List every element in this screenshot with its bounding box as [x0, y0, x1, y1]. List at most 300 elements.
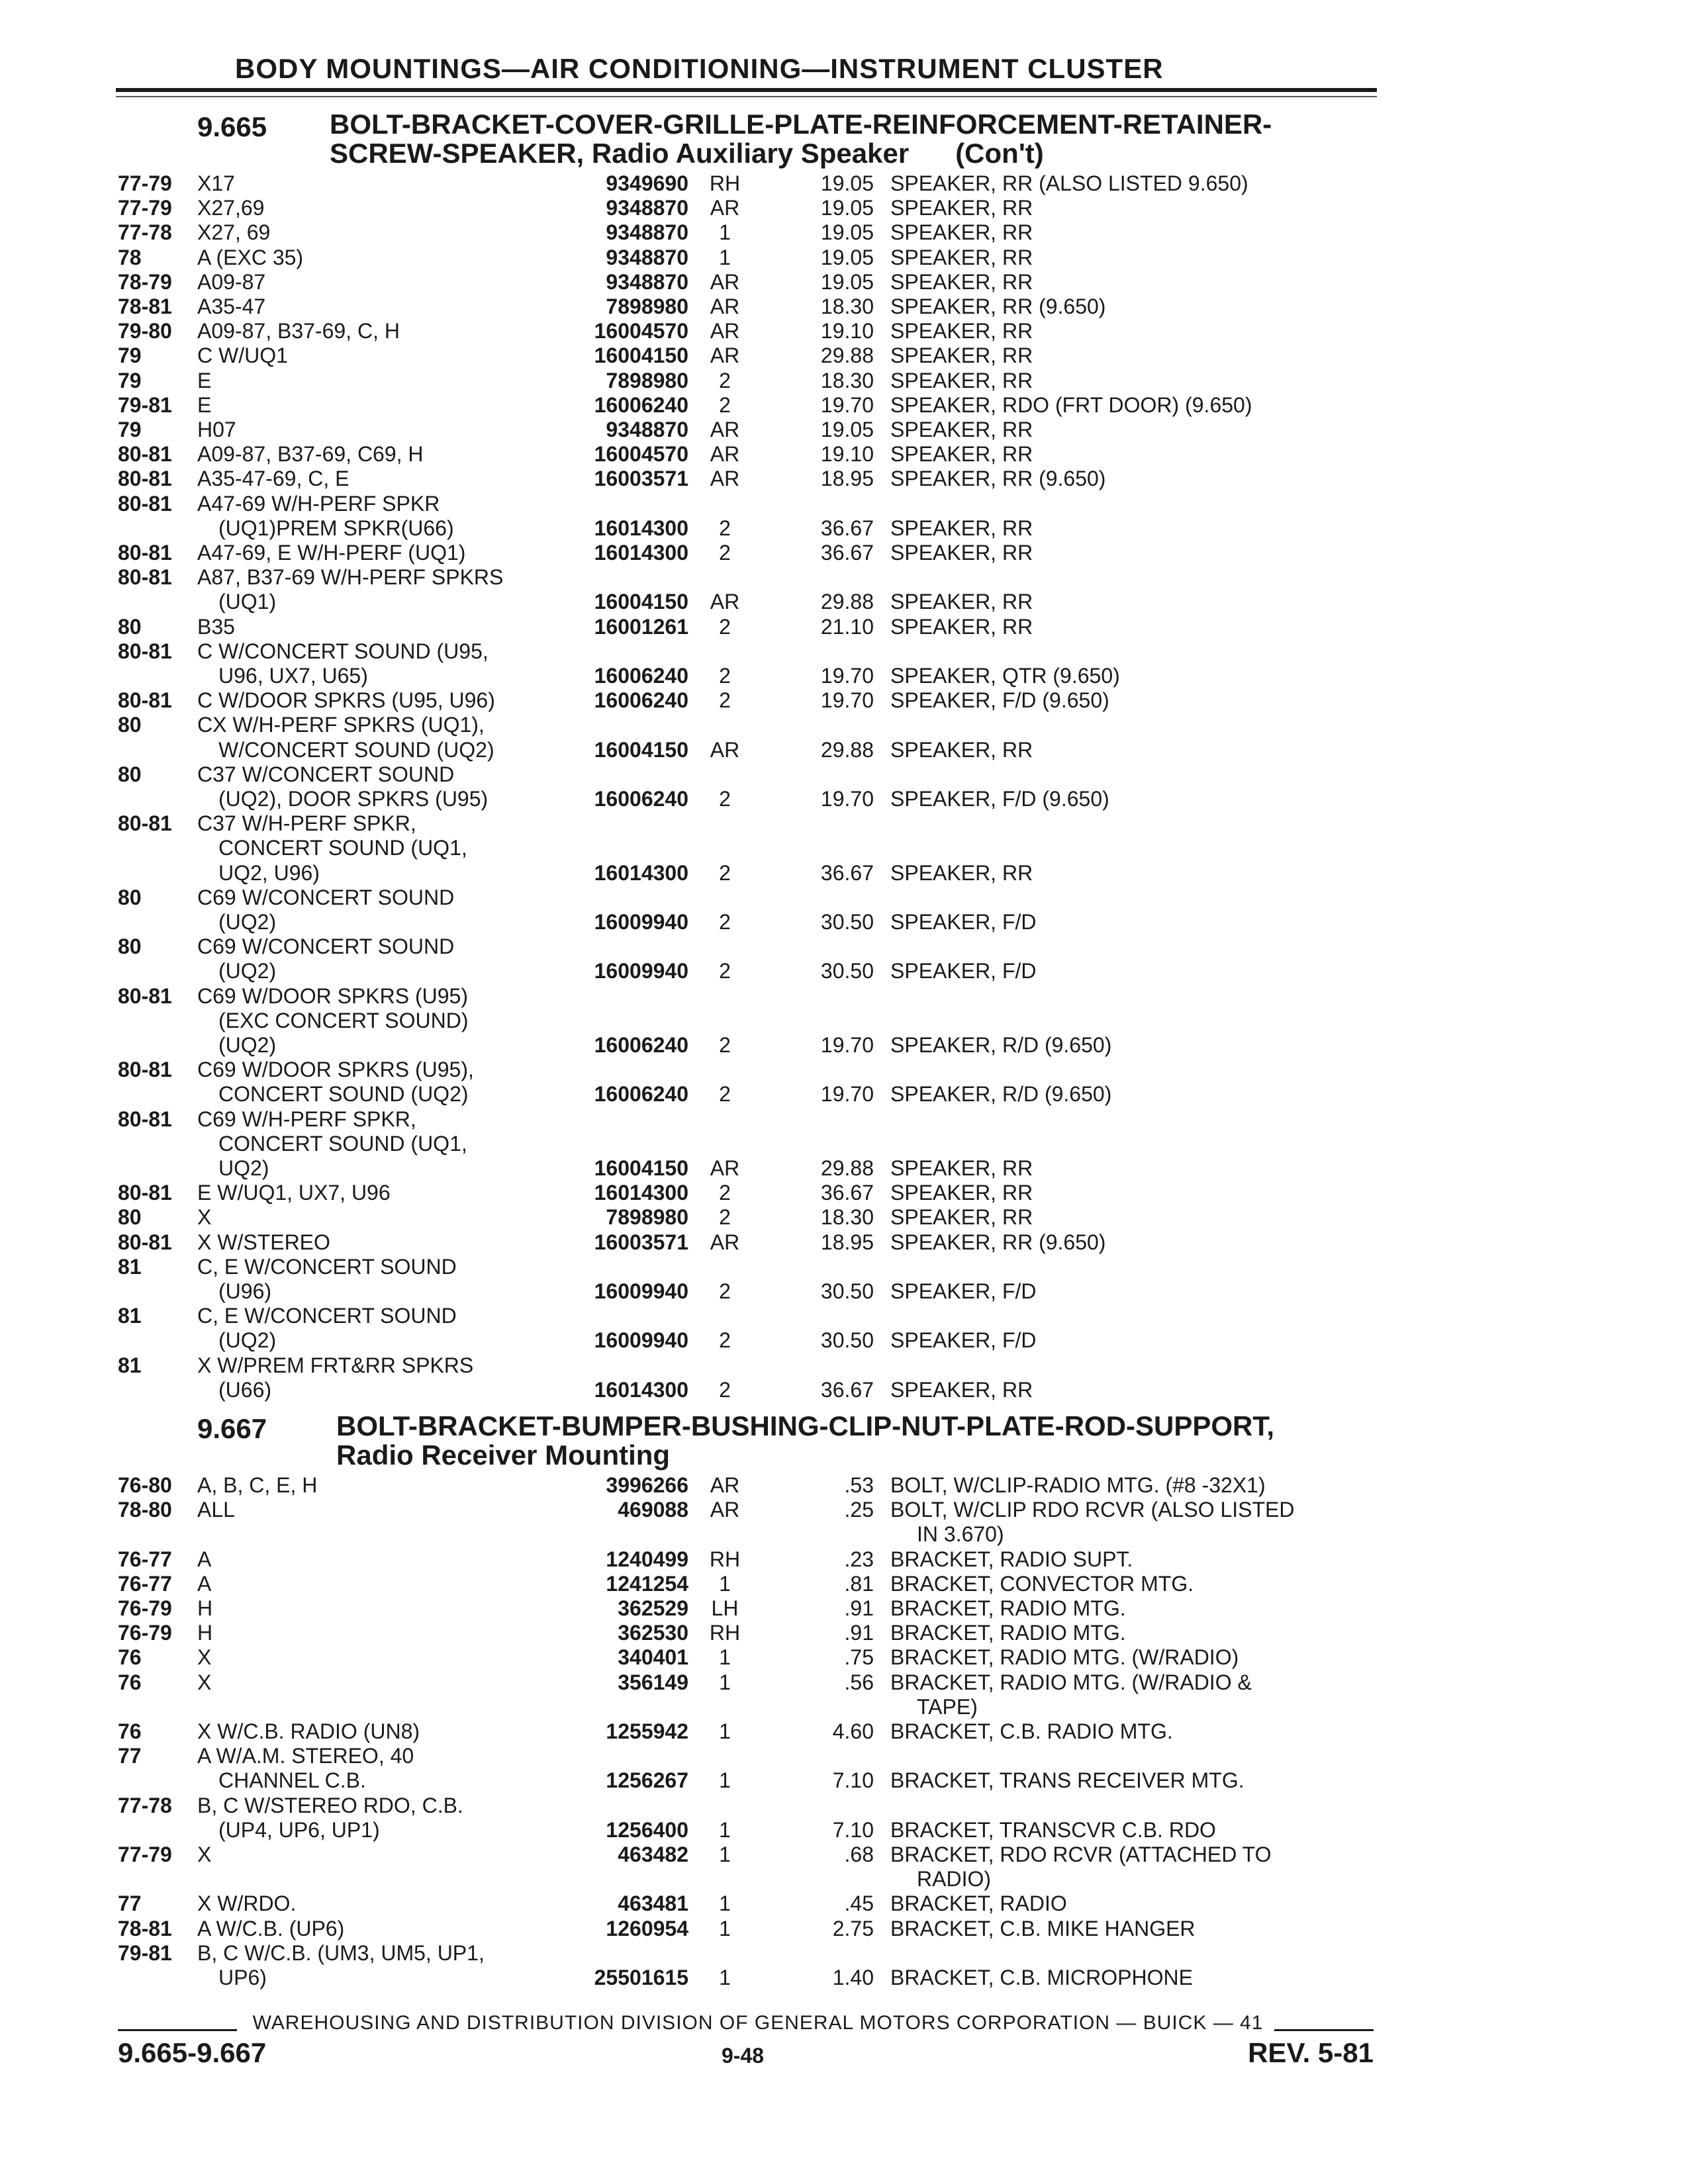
table-row: [0, 1131, 1688, 1156]
table-row: [0, 171, 1688, 196]
row-part-number: 356149: [618, 1670, 688, 1694]
row-price: 19.70: [820, 787, 874, 811]
row-year: 78: [118, 245, 142, 269]
row-part-number: 9349690: [606, 171, 688, 195]
row-price: 19.70: [820, 1082, 874, 1107]
row-model: X: [197, 1205, 212, 1230]
row-part-number: 7898980: [606, 1205, 688, 1230]
row-part-number: 16014300: [594, 516, 688, 540]
row-part-number: 3996266: [606, 1473, 688, 1497]
row-price: 2.75: [832, 1916, 874, 1940]
table-row: [0, 1303, 1688, 1328]
table-row: [0, 762, 1688, 787]
row-part-number: 1241254: [606, 1571, 688, 1596]
row-description: BRACKET, TRANSCVR C.B. RDO: [890, 1817, 1216, 1842]
row-year: 80-81: [118, 1181, 172, 1205]
table-row: [0, 1965, 1688, 1990]
row-model: H: [197, 1621, 213, 1645]
row-model: (UQ1)PREM SPKR(U66): [218, 516, 454, 540]
row-part-number: 362529: [618, 1596, 688, 1620]
row-description: BOLT, W/CLIP-RADIO MTG. (#8 -32X1): [890, 1473, 1266, 1497]
row-quantity: AR: [710, 295, 740, 318]
row-quantity: 1: [719, 1719, 731, 1743]
table-row: [0, 269, 1688, 295]
row-quantity: 2: [719, 1205, 731, 1230]
row-year: 76: [118, 1719, 142, 1743]
row-model: (U66): [218, 1377, 272, 1402]
table-row: [0, 220, 1688, 245]
row-model: H: [197, 1596, 213, 1620]
row-year: 77-79: [118, 196, 172, 220]
row-year: 77: [118, 1744, 142, 1768]
row-part-number: 25501615: [594, 1966, 688, 1989]
row-year: 79-81: [118, 1940, 172, 1965]
row-quantity: RH: [709, 171, 741, 195]
section-title-9-667: [336, 1412, 1382, 1470]
row-part-number: 16004570: [594, 319, 688, 343]
row-price: .53: [844, 1473, 874, 1497]
row-quantity: 2: [719, 1033, 731, 1057]
row-part-number: 16001261: [594, 614, 688, 639]
row-year: 80-81: [118, 467, 172, 491]
row-year: 76-77: [118, 1547, 172, 1571]
row-part-number: 7898980: [606, 295, 688, 318]
row-part-number: 16009940: [594, 910, 688, 934]
row-description: SPEAKER, RR: [890, 860, 1033, 885]
table-row: [0, 1497, 1688, 1522]
table-row: [0, 1205, 1688, 1230]
row-model: UQ2, U96): [218, 860, 320, 885]
table-row: [0, 1107, 1688, 1132]
section-number-9-667: 9.667: [197, 1413, 267, 1444]
row-price: 4.60: [832, 1719, 874, 1743]
row-price: 30.50: [820, 959, 874, 983]
row-quantity: AR: [710, 467, 740, 491]
row-description: SPEAKER, R/D (9.650): [890, 1082, 1112, 1107]
row-model: B35: [197, 614, 235, 639]
row-price: 30.50: [820, 1328, 874, 1353]
row-model: A35-47: [197, 295, 266, 318]
row-price: 18.30: [820, 1205, 874, 1230]
table-row: [0, 195, 1688, 220]
row-year: 77-78: [118, 220, 172, 245]
row-part-number: 1260954: [606, 1916, 688, 1940]
row-part-number: 16014300: [594, 1181, 688, 1205]
row-year: 80: [118, 885, 142, 909]
row-model: X27,69: [197, 196, 265, 220]
table-row: [0, 318, 1688, 343]
row-description: SPEAKER, RR: [890, 516, 1033, 540]
row-model: X W/STEREO: [197, 1230, 330, 1254]
row-description: SPEAKER, F/D: [890, 910, 1037, 934]
row-description: BRACKET, TRANS RECEIVER MTG.: [890, 1768, 1244, 1793]
row-model: X27, 69: [197, 220, 271, 245]
table-row: [0, 1353, 1688, 1378]
table-row: [0, 1645, 1688, 1670]
row-year: 80: [118, 762, 142, 786]
table-row: [0, 1916, 1688, 1941]
row-part-number: 1256400: [606, 1817, 688, 1842]
row-price: 7.10: [832, 1768, 874, 1793]
row-description: SPEAKER, RR: [890, 541, 1033, 565]
row-year: 80-81: [118, 1058, 172, 1082]
row-description: SPEAKER, RR: [890, 418, 1033, 441]
row-model: C W/DOOR SPKRS (U95, U96): [197, 688, 495, 713]
table-row: [0, 1547, 1688, 1572]
table-row: [0, 1377, 1688, 1402]
table-row: [0, 343, 1688, 368]
row-model: ALL: [197, 1498, 235, 1522]
row-year: 78-81: [118, 1916, 172, 1940]
row-model: UP6): [218, 1966, 267, 1989]
row-model: (EXC CONCERT SOUND): [218, 1008, 469, 1032]
table-row: [0, 368, 1688, 393]
row-price: .81: [844, 1571, 874, 1596]
header-rule: [116, 88, 1377, 92]
row-description: SPEAKER, F/D (9.650): [890, 787, 1109, 811]
row-description: SPEAKER, F/D: [890, 1279, 1037, 1303]
row-price: 30.50: [820, 910, 874, 934]
row-year: 76: [118, 1645, 142, 1670]
row-description: SPEAKER, F/D: [890, 1328, 1037, 1353]
row-model: B, C W/STEREO RDO, C.B.: [197, 1793, 463, 1817]
row-part-number: 16003571: [594, 1230, 688, 1254]
row-description: BRACKET, CONVECTOR MTG.: [890, 1571, 1194, 1596]
row-description: BRACKET, C.B. MICROPHONE: [890, 1966, 1193, 1989]
row-price: 7.10: [832, 1817, 874, 1842]
table-row: [0, 1571, 1688, 1596]
row-price: 19.70: [820, 688, 874, 713]
row-year: 80-81: [118, 983, 172, 1008]
row-year: 81: [118, 1304, 142, 1328]
row-part-number: 16014300: [594, 860, 688, 885]
row-model: C, E W/CONCERT SOUND: [197, 1254, 457, 1279]
row-part-number: 7898980: [606, 368, 688, 392]
table-row: [0, 712, 1688, 737]
row-description: BOLT, W/CLIP RDO RCVR (ALSO LISTED: [890, 1498, 1295, 1522]
table-row: [0, 1596, 1688, 1621]
row-model: E: [197, 368, 212, 392]
table-row: [0, 516, 1688, 541]
row-quantity: AR: [710, 1156, 740, 1180]
row-part-number: 16009940: [594, 1328, 688, 1353]
row-model: C69 W/H-PERF SPKR,: [197, 1107, 416, 1131]
row-part-number: 9348870: [606, 418, 688, 441]
row-part-number: 9348870: [606, 196, 688, 220]
row-model: B, C W/C.B. (UM3, UM5, UP1,: [197, 1940, 485, 1965]
row-description: BRACKET, RADIO SUPT.: [890, 1547, 1133, 1571]
row-part-number: 16009940: [594, 1279, 688, 1303]
row-model: X: [197, 1843, 212, 1866]
row-quantity: AR: [710, 1473, 740, 1497]
row-price: 19.05: [820, 245, 874, 269]
row-quantity: 2: [719, 1082, 731, 1107]
row-model: C69 W/CONCERT SOUND: [197, 934, 455, 959]
row-description: SPEAKER, R/D (9.650): [890, 1033, 1112, 1057]
table-row: [0, 1866, 1688, 1891]
row-year: 80-81: [118, 442, 172, 467]
row-quantity: AR: [710, 418, 740, 441]
table-row: [0, 1842, 1688, 1867]
row-description: SPEAKER, RR: [890, 343, 1033, 368]
table-row: [0, 1817, 1688, 1843]
row-model: X W/C.B. RADIO (UN8): [197, 1719, 420, 1743]
row-part-number: 469088: [618, 1498, 688, 1522]
row-model: A, B, C, E, H: [197, 1473, 318, 1497]
row-part-number: 16006240: [594, 787, 688, 811]
footer-section-range: 9.665-9.667: [118, 2037, 267, 2068]
table-row: [0, 639, 1688, 664]
row-model: (UQ2): [218, 959, 277, 983]
row-quantity: 2: [719, 959, 731, 983]
row-model: CONCERT SOUND (UQ2): [218, 1082, 469, 1107]
header-rule-thin: [116, 96, 1377, 97]
row-model: (UP4, UP6, UP1): [218, 1817, 380, 1842]
row-quantity: AR: [710, 269, 740, 294]
table-row: [0, 491, 1688, 516]
section-title-line1: BOLT-BRACKET-BUMPER-BUSHING-CLIP-NUT-PLATE-ROD-SUPPORT,: [336, 1410, 1275, 1441]
table-row: [0, 786, 1688, 811]
row-quantity: 2: [719, 516, 731, 540]
row-model: A09-87, B37-69, C69, H: [197, 442, 424, 467]
footer-publisher-line: WAREHOUSING AND DISTRIBUTION DIVISION OF GENERAL MOTORS CORPORATION — BUICK — 41: [252, 2012, 1264, 2034]
row-quantity: 2: [719, 664, 731, 688]
table-row: [0, 1940, 1688, 1966]
row-part-number: 16014300: [594, 541, 688, 565]
row-part-number: 362530: [618, 1621, 688, 1645]
row-quantity: 1: [719, 1817, 731, 1842]
table-row: [0, 1081, 1688, 1107]
row-quantity: 1: [719, 220, 731, 245]
row-part-number: 16014300: [594, 1377, 688, 1402]
row-description: SPEAKER, RR: [890, 220, 1033, 245]
table-row: [0, 565, 1688, 590]
table-row: [0, 1793, 1688, 1818]
row-model: E W/UQ1, UX7, U96: [197, 1181, 391, 1205]
row-year: 78-80: [118, 1498, 172, 1522]
row-description: SPEAKER, RR: [890, 319, 1033, 343]
row-price: .75: [844, 1645, 874, 1670]
row-quantity: 1: [719, 1891, 731, 1916]
row-quantity: 1: [719, 1843, 731, 1866]
row-model: UQ2): [218, 1156, 269, 1180]
table-row: [0, 958, 1688, 983]
table-row: [0, 1694, 1688, 1719]
row-price: 1.40: [832, 1966, 874, 1989]
table-row: [0, 417, 1688, 442]
row-model: U96, UX7, U65): [218, 664, 368, 688]
footer-rule-left: [118, 2029, 237, 2031]
row-price: 18.95: [820, 1230, 874, 1254]
row-model: C69 W/DOOR SPKRS (U95),: [197, 1058, 474, 1082]
row-part-number: 16006240: [594, 1033, 688, 1057]
row-part-number: 16006240: [594, 392, 688, 417]
section-title-line2: [330, 139, 1376, 168]
row-quantity: RH: [709, 1621, 741, 1645]
row-price: 18.30: [820, 368, 874, 392]
row-description: RADIO): [917, 1867, 991, 1891]
row-quantity: AR: [710, 196, 740, 220]
section-title-9-665: [330, 110, 1376, 168]
row-year: 76-77: [118, 1571, 172, 1596]
row-year: 80-81: [118, 688, 172, 713]
table-row: [0, 1057, 1688, 1082]
row-year: 79: [118, 368, 142, 392]
row-price: 19.05: [820, 269, 874, 294]
row-year: 79-81: [118, 392, 172, 417]
row-description: SPEAKER, RR: [890, 1377, 1033, 1402]
table-row: [0, 1230, 1688, 1255]
footer-page-number: 9-48: [722, 2044, 765, 2068]
row-model: X W/PREM FRT&RR SPKRS: [197, 1353, 474, 1377]
row-quantity: 2: [719, 860, 731, 885]
row-quantity: 2: [719, 1328, 731, 1353]
table-row: [0, 1180, 1688, 1205]
row-model: (UQ2), DOOR SPKRS (U95): [218, 787, 489, 811]
row-year: 80-81: [118, 811, 172, 836]
table-row: [0, 466, 1688, 491]
row-model: CONCERT SOUND (UQ1,: [218, 1131, 467, 1156]
row-model: C69 W/CONCERT SOUND: [197, 885, 455, 909]
row-quantity: 2: [719, 1377, 731, 1402]
row-part-number: 1255942: [606, 1719, 688, 1743]
row-quantity: 1: [719, 1966, 731, 1989]
row-price: 21.10: [820, 614, 874, 639]
table-row: [0, 1254, 1688, 1279]
row-quantity: RH: [709, 1547, 741, 1571]
row-model: A47-69 W/H-PERF SPKR: [197, 491, 440, 516]
table-row: [0, 1522, 1688, 1547]
row-price: .91: [844, 1621, 874, 1645]
row-quantity: AR: [710, 343, 740, 368]
row-part-number: 16006240: [594, 688, 688, 713]
row-part-number: 16009940: [594, 959, 688, 983]
table-row: [0, 1279, 1688, 1304]
row-year: 80-81: [118, 491, 172, 516]
row-price: 18.95: [820, 467, 874, 491]
table-row: [0, 1719, 1688, 1744]
row-part-number: 16004150: [594, 1156, 688, 1180]
row-model: A: [197, 1547, 212, 1571]
row-part-number: 16004150: [594, 737, 688, 762]
row-model: CX W/H-PERF SPKRS (UQ1),: [197, 713, 485, 737]
row-price: .68: [844, 1843, 874, 1866]
table-row: [0, 540, 1688, 565]
row-part-number: 16004150: [594, 590, 688, 614]
row-quantity: 2: [719, 910, 731, 934]
row-quantity: AR: [710, 590, 740, 614]
row-quantity: 2: [719, 688, 731, 713]
row-description: BRACKET, RADIO MTG. (W/RADIO &: [890, 1670, 1252, 1694]
row-price: 19.05: [820, 196, 874, 220]
row-model: C69 W/DOOR SPKRS (U95): [197, 983, 468, 1008]
row-description: SPEAKER, RR: [890, 269, 1033, 294]
row-quantity: 1: [719, 1571, 731, 1596]
section-title-part-a: SCREW-SPEAKER,: [330, 138, 592, 169]
row-price: 19.10: [820, 442, 874, 467]
row-model: X17: [197, 171, 235, 195]
row-quantity: AR: [710, 442, 740, 467]
row-description: SPEAKER, F/D: [890, 959, 1037, 983]
row-year: 76-79: [118, 1596, 172, 1620]
row-part-number: 9348870: [606, 269, 688, 294]
row-year: 80-81: [118, 541, 172, 565]
row-model: (UQ1): [218, 590, 277, 614]
row-description: SPEAKER, RR: [890, 1156, 1033, 1180]
row-model: C37 W/H-PERF SPKR,: [197, 811, 416, 836]
row-model: X: [197, 1645, 212, 1670]
row-year: 76-80: [118, 1473, 172, 1497]
table-row: [0, 1008, 1688, 1033]
table-row: [0, 1473, 1688, 1498]
section-title-line1: BOLT-BRACKET-COVER-GRILLE-PLATE-REINFORCEMENT-RETAINER-: [330, 109, 1272, 140]
row-year: 81: [118, 1353, 142, 1377]
row-model: H07: [197, 418, 236, 441]
row-quantity: LH: [711, 1596, 739, 1620]
row-model: A09-87, B37-69, C, H: [197, 319, 400, 343]
row-model: CONCERT SOUND (UQ1,: [218, 836, 467, 860]
row-price: 19.05: [820, 220, 874, 245]
row-part-number: 1256267: [606, 1768, 688, 1793]
row-description: SPEAKER, RR: [890, 442, 1033, 467]
table-row: [0, 1670, 1688, 1695]
row-quantity: 2: [719, 614, 731, 639]
section-number-9-665: 9.665: [197, 111, 267, 142]
row-price: 19.70: [820, 392, 874, 417]
row-description: BRACKET, C.B. MIKE HANGER: [890, 1916, 1196, 1940]
row-description: BRACKET, RADIO MTG.: [890, 1596, 1126, 1620]
row-description: SPEAKER, RR: [890, 1205, 1033, 1230]
row-quantity: 1: [719, 1768, 731, 1793]
row-year: 80: [118, 934, 142, 959]
row-quantity: AR: [710, 1498, 740, 1522]
row-model: A87, B37-69 W/H-PERF SPKRS: [197, 565, 504, 590]
table-row: [0, 1156, 1688, 1181]
row-description: SPEAKER, RR (ALSO LISTED 9.650): [890, 171, 1248, 195]
row-price: 36.67: [820, 541, 874, 565]
row-price: 19.10: [820, 319, 874, 343]
table-row: [0, 245, 1688, 270]
row-price: 36.67: [820, 516, 874, 540]
row-year: 81: [118, 1254, 142, 1279]
row-price: 30.50: [820, 1279, 874, 1303]
row-price: 18.30: [820, 295, 874, 318]
table-row: [0, 983, 1688, 1009]
table-row: [0, 1768, 1688, 1793]
row-year: 77-79: [118, 171, 172, 195]
row-model: C37 W/CONCERT SOUND: [197, 762, 455, 786]
row-description: SPEAKER, RDO (FRT DOOR) (9.650): [890, 392, 1252, 417]
row-description: IN 3.670): [917, 1522, 1004, 1547]
row-description: SPEAKER, QTR (9.650): [890, 664, 1120, 688]
table-row: [0, 885, 1688, 910]
row-year: 78-79: [118, 269, 172, 294]
row-price: 19.05: [820, 171, 874, 195]
row-year: 77: [118, 1891, 142, 1916]
row-quantity: 1: [719, 1645, 731, 1670]
row-year: 80: [118, 1205, 142, 1230]
row-year: 79-80: [118, 319, 172, 343]
row-quantity: AR: [710, 319, 740, 343]
table-row: [0, 860, 1688, 886]
table-row: [0, 1620, 1688, 1645]
row-description: BRACKET, C.B. RADIO MTG.: [890, 1719, 1173, 1743]
row-description: SPEAKER, RR: [890, 368, 1033, 392]
footer-rule-right: [1274, 2029, 1374, 2031]
table-row: [0, 614, 1688, 639]
row-description: SPEAKER, RR (9.650): [890, 295, 1106, 318]
row-year: 80: [118, 713, 142, 737]
